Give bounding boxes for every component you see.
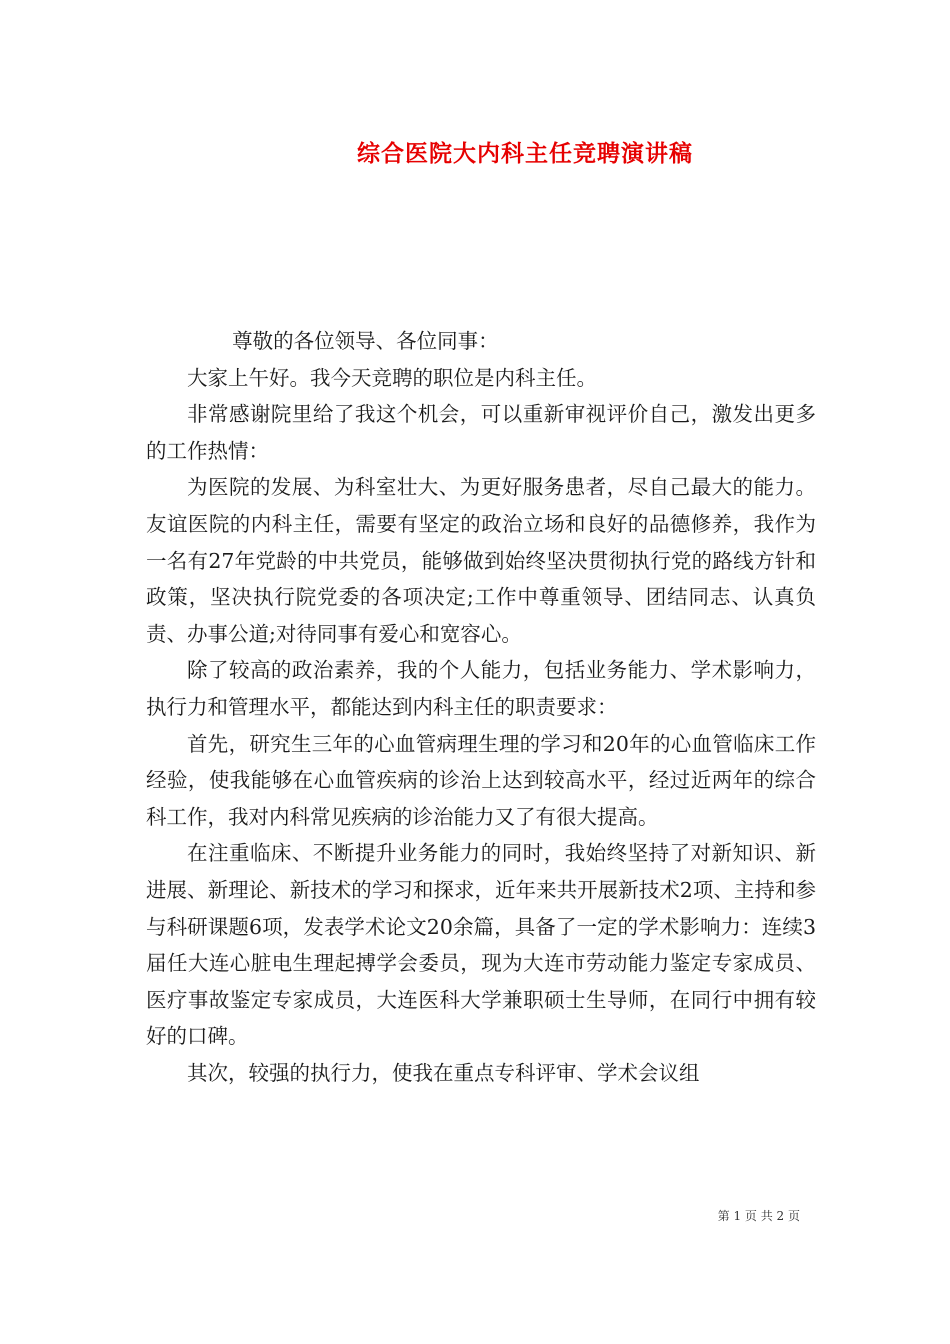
document-body [146,323,816,1091]
paragraph: 为医院的发展、为科室壮大、为更好服务患者，尽自己最大的能力。友谊医院的内科主任，需要有坚定的政治立场和良好的品德修养，我作为一名有27年党龄的中共党员，能够做到始终坚决贯彻执行党的路线方针和政策，坚决执行院党委的各项决定;工作中尊重领导、团结同志、认真负责、办事公道;对待同事有爱心和宽容心。 [146,475,816,646]
paragraph: 除了较高的政治素养，我的个人能力，包括业务能力、学术影响力，执行力和管理水平，都能达到内科主任的职责要求： [146,658,816,719]
paragraph: 其次，较强的执行力，使我在重点专科评审、学术会议组 [187,1060,700,1085]
paragraph: 在注重临床、不断提升业务能力的同时，我始终坚持了对新知识、新进展、新理论、新技术的学习和探求，近年来共开展新技术2项、主持和参与科研课题6项，发表学术论文20余篇，具备了一定的学术影响力：连续3届任大连心脏电生理起搏学会委员，现为大连市劳动能力鉴定专家成员、医疗事故鉴定专家成员，大连医科大学兼职硕士生导师，在同行中拥有较好的口碑。 [146,841,816,1049]
paragraph: 非常感谢院里给了我这个机会，可以重新审视评价自己，激发出更多的工作热情： [146,402,816,463]
greeting: 尊敬的各位领导、各位同事： [232,329,499,353]
paragraph: 首先，研究生三年的心血管病理生理的学习和20年的心血管临床工作经验，使我能够在心血管疾病的诊治上达到较高水平，经过近两年的综合科工作，我对内科常见疾病的诊治能力又了有很大提高。 [146,731,816,829]
document-title: 综合医院大内科主任竞聘演讲稿 [357,140,693,167]
paragraph: 大家上午好。我今天竞聘的职位是内科主任。 [187,365,597,390]
page-number-footer: 第 1 页 共 2 页 [717,1209,800,1223]
